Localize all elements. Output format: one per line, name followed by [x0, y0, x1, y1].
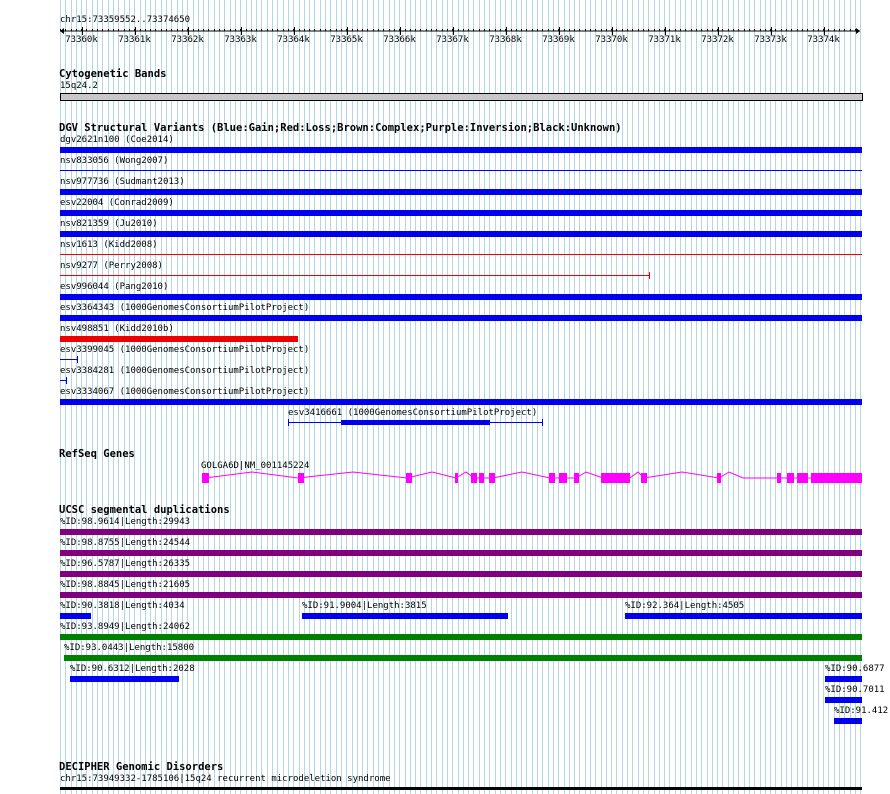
segdup-feature-bar[interactable] [60, 571, 862, 577]
cytobands-track-title[interactable]: Cytogenetic Bands [59, 68, 167, 80]
dgv-feature-label: nsv977736 (Sudmant2013) [60, 177, 185, 187]
segdup-feature-label: %ID:90.6877 [825, 664, 885, 674]
dgv-feature-label: nsv498851 (Kidd2010b) [60, 324, 174, 334]
ruler-tick-label: 73367k [436, 35, 469, 45]
segdup-feature-bar[interactable] [825, 676, 862, 682]
segdup-feature-label: %ID:98.9614|Length:29943 [60, 517, 191, 527]
ruler-tick-label: 73374k [807, 35, 840, 45]
ruler-tick-label: 73368k [489, 35, 522, 45]
dgv-feature-label: nsv821359 (Ju2010) [60, 219, 158, 229]
dgv-feature-label: dgv2621n100 (Coe2014) [60, 135, 174, 145]
segdup-feature-bar[interactable] [70, 676, 179, 682]
segdup-feature-bar[interactable] [64, 655, 862, 661]
ruler-tick-label: 73362k [171, 35, 204, 45]
decipher-feature-label: chr15:73949332-1785106|15q24 recurrent microdeletion syndrome [60, 774, 391, 784]
segdup-feature-bar[interactable] [834, 718, 862, 724]
refseq-gene-label: GOLGA6D|NM_001145224 [201, 461, 310, 471]
ruler-tick-label: 73370k [595, 35, 628, 45]
segdup-feature-label: %ID:91.412 [834, 706, 889, 716]
segdup-feature-label: %ID:93.8949|Length:24062 [60, 622, 191, 632]
ruler-tick-label: 73365k [330, 35, 363, 45]
segdup-feature-label: %ID:98.8755|Length:24544 [60, 538, 191, 548]
cytoband-label: 15q24.2 [60, 81, 98, 91]
dgv-feature-label: nsv9277 (Perry2008) [60, 261, 163, 271]
segdup-feature-label: %ID:91.9004|Length:3815 [302, 601, 427, 611]
ruler-tick-label: 73361k [118, 35, 151, 45]
segdup-feature-label: %ID:98.8845|Length:21605 [60, 580, 191, 590]
dgv-feature-label: esv3399045 (1000GenomesConsortiumPilotProject) [60, 345, 310, 355]
refseq-track-title[interactable]: RefSeq Genes [59, 448, 135, 460]
dgv-track-title[interactable]: DGV Structural Variants (Blue:Gain;Red:Loss;Brown:Complex;Purple:Inversion;Black:Unknown) [59, 122, 622, 134]
segdup-feature-bar[interactable] [60, 550, 862, 556]
ruler-tick-label: 73373k [754, 35, 787, 45]
decipher-feature-bar[interactable] [60, 787, 862, 790]
ruler-tick-label: 73372k [701, 35, 734, 45]
segdup-feature-bar[interactable] [60, 529, 862, 535]
segdup-feature-label: %ID:96.5787|Length:26335 [60, 559, 191, 569]
ruler-tick-label: 73364k [277, 35, 310, 45]
dgv-feature-label: esv22004 (Conrad2009) [60, 198, 174, 208]
dgv-feature-label: nsv1613 (Kidd2008) [60, 240, 158, 250]
segdups-track-title[interactable]: UCSC segmental duplications [59, 504, 230, 516]
dgv-feature-label: esv996044 (Pang2010) [60, 282, 169, 292]
segdup-feature-label: %ID:90.6312|Length:2028 [70, 664, 195, 674]
segdup-feature-bar[interactable] [60, 634, 862, 640]
ruler-tick-label: 73371k [648, 35, 681, 45]
segdup-feature-bar[interactable] [625, 613, 862, 619]
segdup-feature-label: %ID:92.364|Length:4505 [625, 601, 745, 611]
decipher-track-title[interactable]: DECIPHER Genomic Disorders [59, 761, 224, 773]
segdup-feature-bar[interactable] [302, 613, 508, 619]
ruler-tick-label: 73366k [383, 35, 416, 45]
location-label: chr15:73359552..73374650 [60, 15, 191, 25]
dgv-feature-label: esv3384281 (1000GenomesConsortiumPilotProject) [60, 366, 310, 376]
ruler-tick-label: 73369k [542, 35, 575, 45]
ruler-tick-label: 73360k [65, 35, 98, 45]
segdup-feature-label: %ID:93.0443|Length:15800 [64, 643, 195, 653]
segdup-feature-label: %ID:90.7011 [825, 685, 885, 695]
segdup-feature-label: %ID:90.3818|Length:4034 [60, 601, 185, 611]
dgv-feature-label: esv3364343 (1000GenomesConsortiumPilotProject) [60, 303, 310, 313]
ruler-tick-label: 73363k [224, 35, 257, 45]
dgv-feature-label: esv3334067 (1000GenomesConsortiumPilotProject) [60, 387, 310, 397]
dgv-feature-label: nsv833056 (Wong2007) [60, 156, 169, 166]
dgv-feature-label: esv3416661 (1000GenomesConsortiumPilotProject) [288, 408, 538, 418]
segdup-feature-bar[interactable] [60, 613, 91, 619]
segdup-feature-bar[interactable] [825, 697, 862, 703]
segdup-feature-bar[interactable] [60, 592, 862, 598]
